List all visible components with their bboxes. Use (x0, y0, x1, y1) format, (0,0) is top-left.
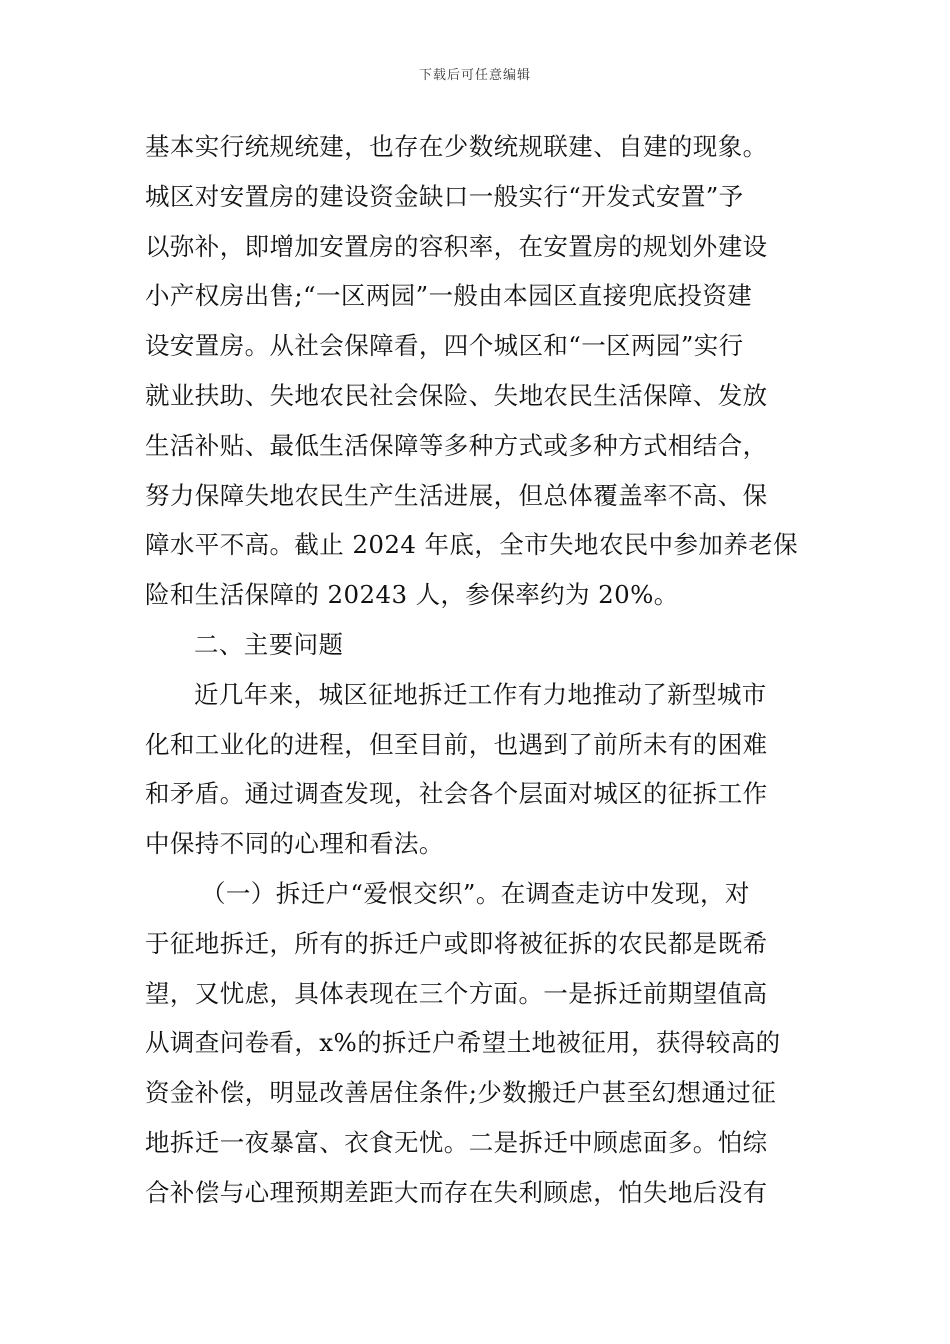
paragraph-first-line: 近几年来，城区征地拆迁工作有力地推动了新型城市 (194, 679, 767, 709)
text-line: 设安置房。从社会保障看，四个城区和“一区两园”实行 (145, 331, 744, 361)
text-line: 障水平不高。截止 2024 年底，全市失地农民中参加养老保 (145, 530, 799, 560)
text-line: 努力保障失地农民生产生活进展，但总体覆盖率不高、保 (145, 480, 768, 510)
document-body (145, 122, 810, 1218)
text-line: 生活补贴、最低生活保障等多种方式或多种方式相结合， (145, 430, 768, 460)
text-line: 就业扶助、失地农民社会保险、失地农民生活保障、发放 (145, 380, 768, 410)
subsection-heading-line: （一）拆迁户“爱恨交织”。在调查走访中发现，对 (201, 878, 750, 908)
text-line: 以弥补，即增加安置房的容积率，在安置房的规划外建设 (145, 231, 768, 261)
text-line: 和矛盾。通过调查发现，社会各个层面对城区的征拆工作 (145, 779, 768, 809)
text-line: 望，又忧虑，具体表现在三个方面。一是拆迁前期望值高 (145, 978, 768, 1008)
text-line: 于征地拆迁，所有的拆迁户或即将被征拆的农民都是既希 (145, 928, 768, 958)
text-line: 地拆迁一夜暴富、衣食无忧。二是拆迁中顾虑面多。怕综 (145, 1127, 768, 1157)
page-header-note: 下载后可任意编辑 (418, 68, 531, 83)
text-line: 城区对安置房的建设资金缺口一般实行“开发式安置”予 (145, 181, 744, 211)
text-line: 险和生活保障的 20243 人，参保率约为 20%。 (145, 580, 679, 610)
text-line: 合补偿与心理预期差距大而存在失利顾虑，怕失地后没有 (145, 1177, 768, 1207)
text-line: 从调查问卷看，x%的拆迁户希望土地被征用，获得较高的 (145, 1028, 781, 1058)
section-heading: 二、主要问题 (194, 629, 344, 659)
text-line: 基本实行统规统建，也存在少数统规联建、自建的现象。 (145, 132, 768, 161)
text-line: 中保持不同的心理和看法。 (145, 829, 444, 859)
text-line: 小产权房出售;“一区两园”一般由本园区直接兜底投资建 (145, 281, 753, 311)
text-line: 化和工业化的进程，但至目前，也遇到了前所未有的困难 (145, 729, 768, 759)
text-line: 资金补偿，明显改善居住条件;少数搬迁户甚至幻想通过征 (145, 1078, 777, 1108)
